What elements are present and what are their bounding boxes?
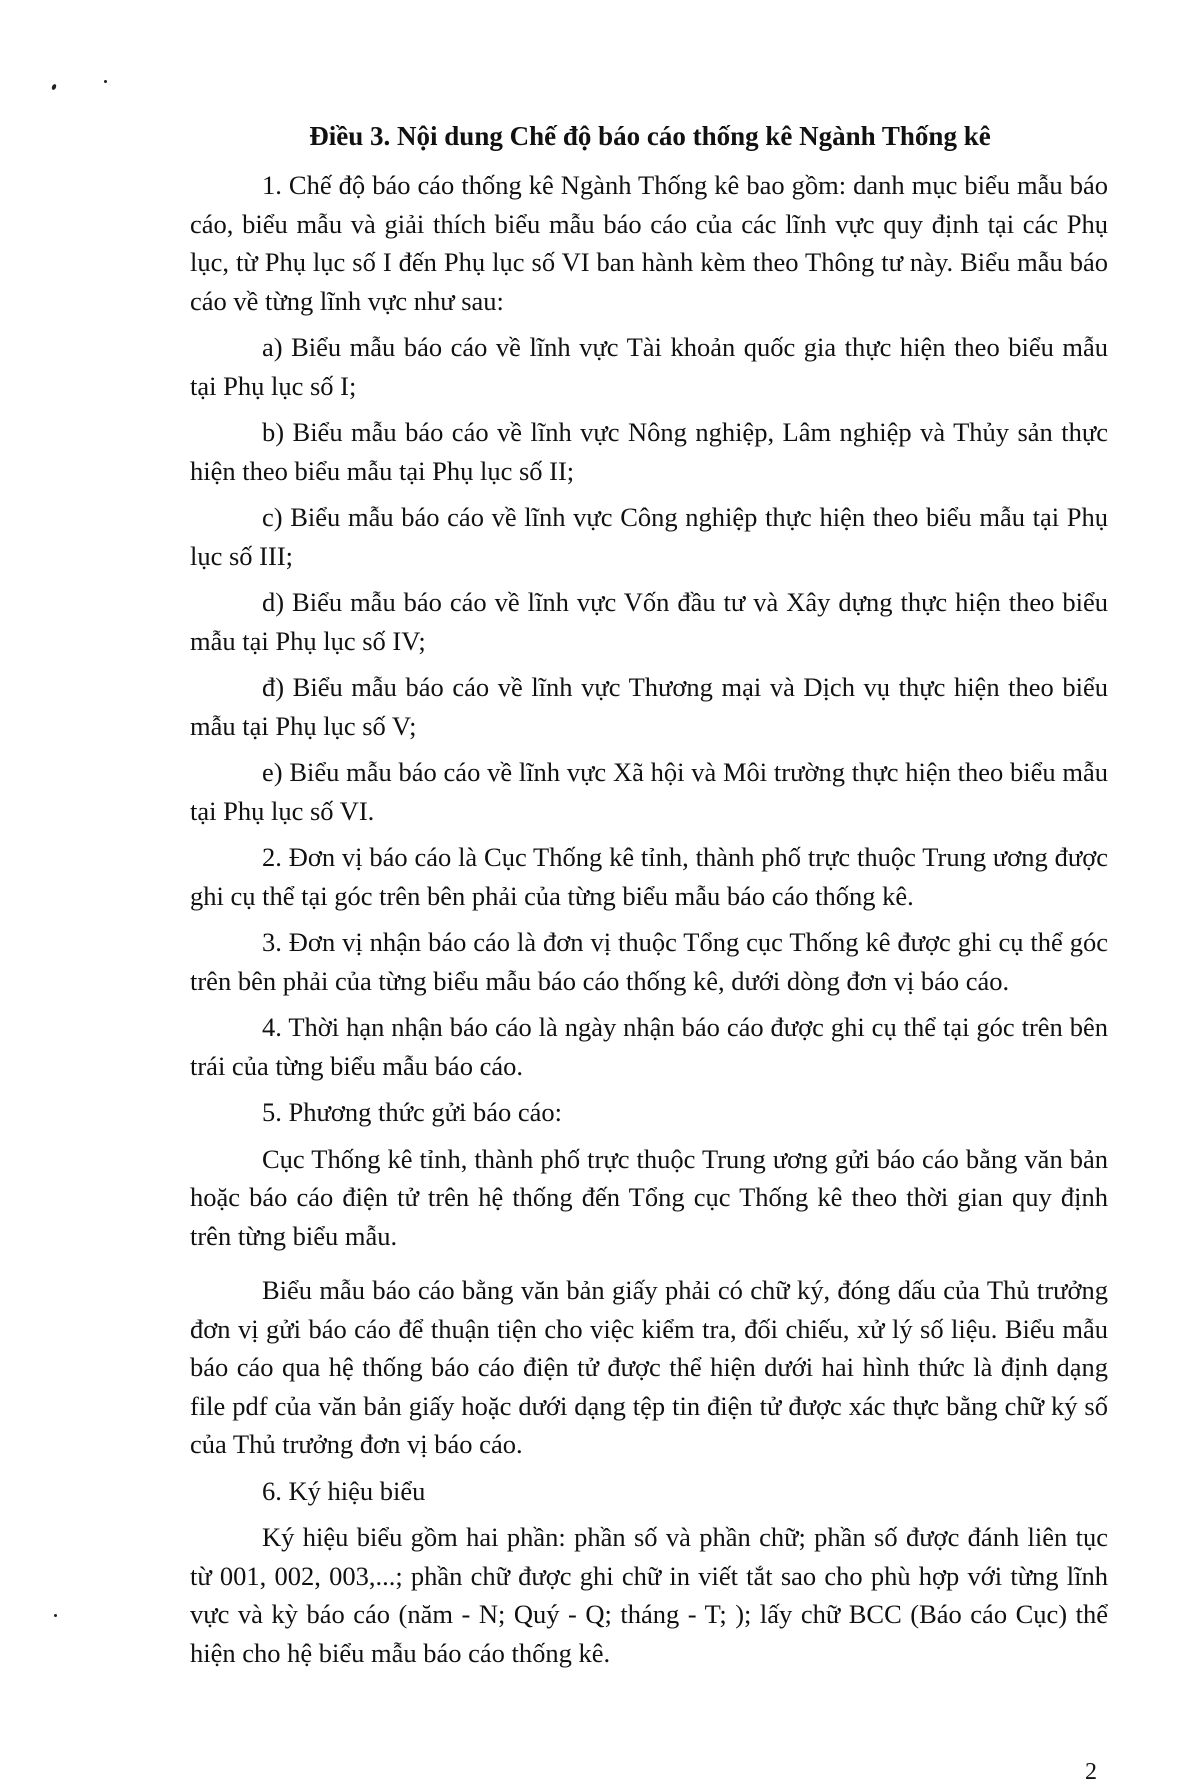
paragraph-5: 5. Phương thức gửi báo cáo: [262, 1097, 562, 1127]
scan-speck [104, 80, 107, 83]
paragraph-1b: b) Biểu mẫu báo cáo về lĩnh vực Nông nghiệp, Lâm nghiệp và Thủy sản thực hiện theo biểu mẫu tại Phụ lục số II; [190, 417, 1108, 486]
paragraph-1e: e) Biểu mẫu báo cáo về lĩnh vực Xã hội và Môi trường thực hiện theo biểu mẫu tại Phụ lục số VI. [190, 757, 1108, 826]
page-number: 2 [1085, 1759, 1097, 1785]
scan-speck [51, 83, 57, 90]
scan-speck [54, 1614, 57, 1617]
paragraph-3: 3. Đơn vị nhận báo cáo là đơn vị thuộc Tổng cục Thống kê được ghi cụ thể góc trên bên phải của từng biểu mẫu báo cáo thống kê, dưới dòng đơn vị báo cáo. [190, 927, 1108, 996]
paragraph-6-body: Ký hiệu biểu gồm hai phần: phần số và phần chữ; phần số được đánh liên tục từ 001, 002, 003,...; phần chữ được ghi chữ in viết tắt sao cho phù hợp với từng lĩnh vực và kỳ báo cáo (năm - N; Quý - Q; tháng - T; ); lấy chữ BCC (Báo cáo Cục) thể hiện cho hệ biểu mẫu báo cáo thống kê. [190, 1522, 1108, 1668]
paragraph-5-paper: Biểu mẫu báo cáo bằng văn bản giấy phải có chữ ký, đóng dấu của Thủ trưởng đơn vị gửi báo cáo để thuận tiện cho việc kiểm tra, đối chiếu, xử lý số liệu. Biểu mẫu báo cáo qua hệ thống báo cáo điện tử được thể hiện dưới hai hình thức là định dạng file pdf của văn bản giấy hoặc dưới dạng tệp tin điện tử được xác thực bằng chữ ký số của Thủ trưởng đơn vị báo cáo. [190, 1275, 1108, 1459]
paragraph-1d: d) Biểu mẫu báo cáo về lĩnh vực Vốn đầu tư và Xây dựng thực hiện theo biểu mẫu tại Phụ lục số IV; [190, 587, 1108, 656]
paragraph-1: 1. Chế độ báo cáo thống kê Ngành Thống kê bao gồm: danh mục biểu mẫu báo cáo, biểu mẫu và giải thích biểu mẫu báo cáo của các lĩnh vực quy định tại các Phụ lục, từ Phụ lục số I đến Phụ lục số VI ban hành kèm theo Thông tư này. Biểu mẫu báo cáo về từng lĩnh vực như sau: [190, 170, 1108, 316]
paragraph-4: 4. Thời hạn nhận báo cáo là ngày nhận báo cáo được ghi cụ thể tại góc trên bên trái của từng biểu mẫu báo cáo. [190, 1012, 1108, 1081]
paragraph-5-body: Cục Thống kê tỉnh, thành phố trực thuộc Trung ương gửi báo cáo bằng văn bản hoặc báo cáo điện tử trên hệ thống đến Tổng cục Thống kê theo thời gian quy định trên từng biểu mẫu. [190, 1143, 1108, 1251]
paragraph-1c: c) Biểu mẫu báo cáo về lĩnh vực Công nghiệp thực hiện theo biểu mẫu tại Phụ lục số III; [190, 502, 1108, 571]
paragraph-1a: a) Biểu mẫu báo cáo về lĩnh vực Tài khoản quốc gia thực hiện theo biểu mẫu tại Phụ lục số I; [190, 332, 1108, 401]
paragraph-6: 6. Ký hiệu biểu [262, 1475, 426, 1506]
article-body [190, 166, 1108, 1680]
paragraph-1dd: đ) Biểu mẫu báo cáo về lĩnh vực Thương mại và Dịch vụ thực hiện theo biểu mẫu tại Phụ lục số V; [190, 672, 1108, 741]
paragraph-2: 2. Đơn vị báo cáo là Cục Thống kê tỉnh, thành phố trực thuộc Trung ương được ghi cụ thể tại góc trên bên phải của từng biểu mẫu báo cáo thống kê. [190, 842, 1108, 911]
article-heading: Điều 3. Nội dung Chế độ báo cáo thống kê Ngành Thống kê [309, 121, 991, 151]
